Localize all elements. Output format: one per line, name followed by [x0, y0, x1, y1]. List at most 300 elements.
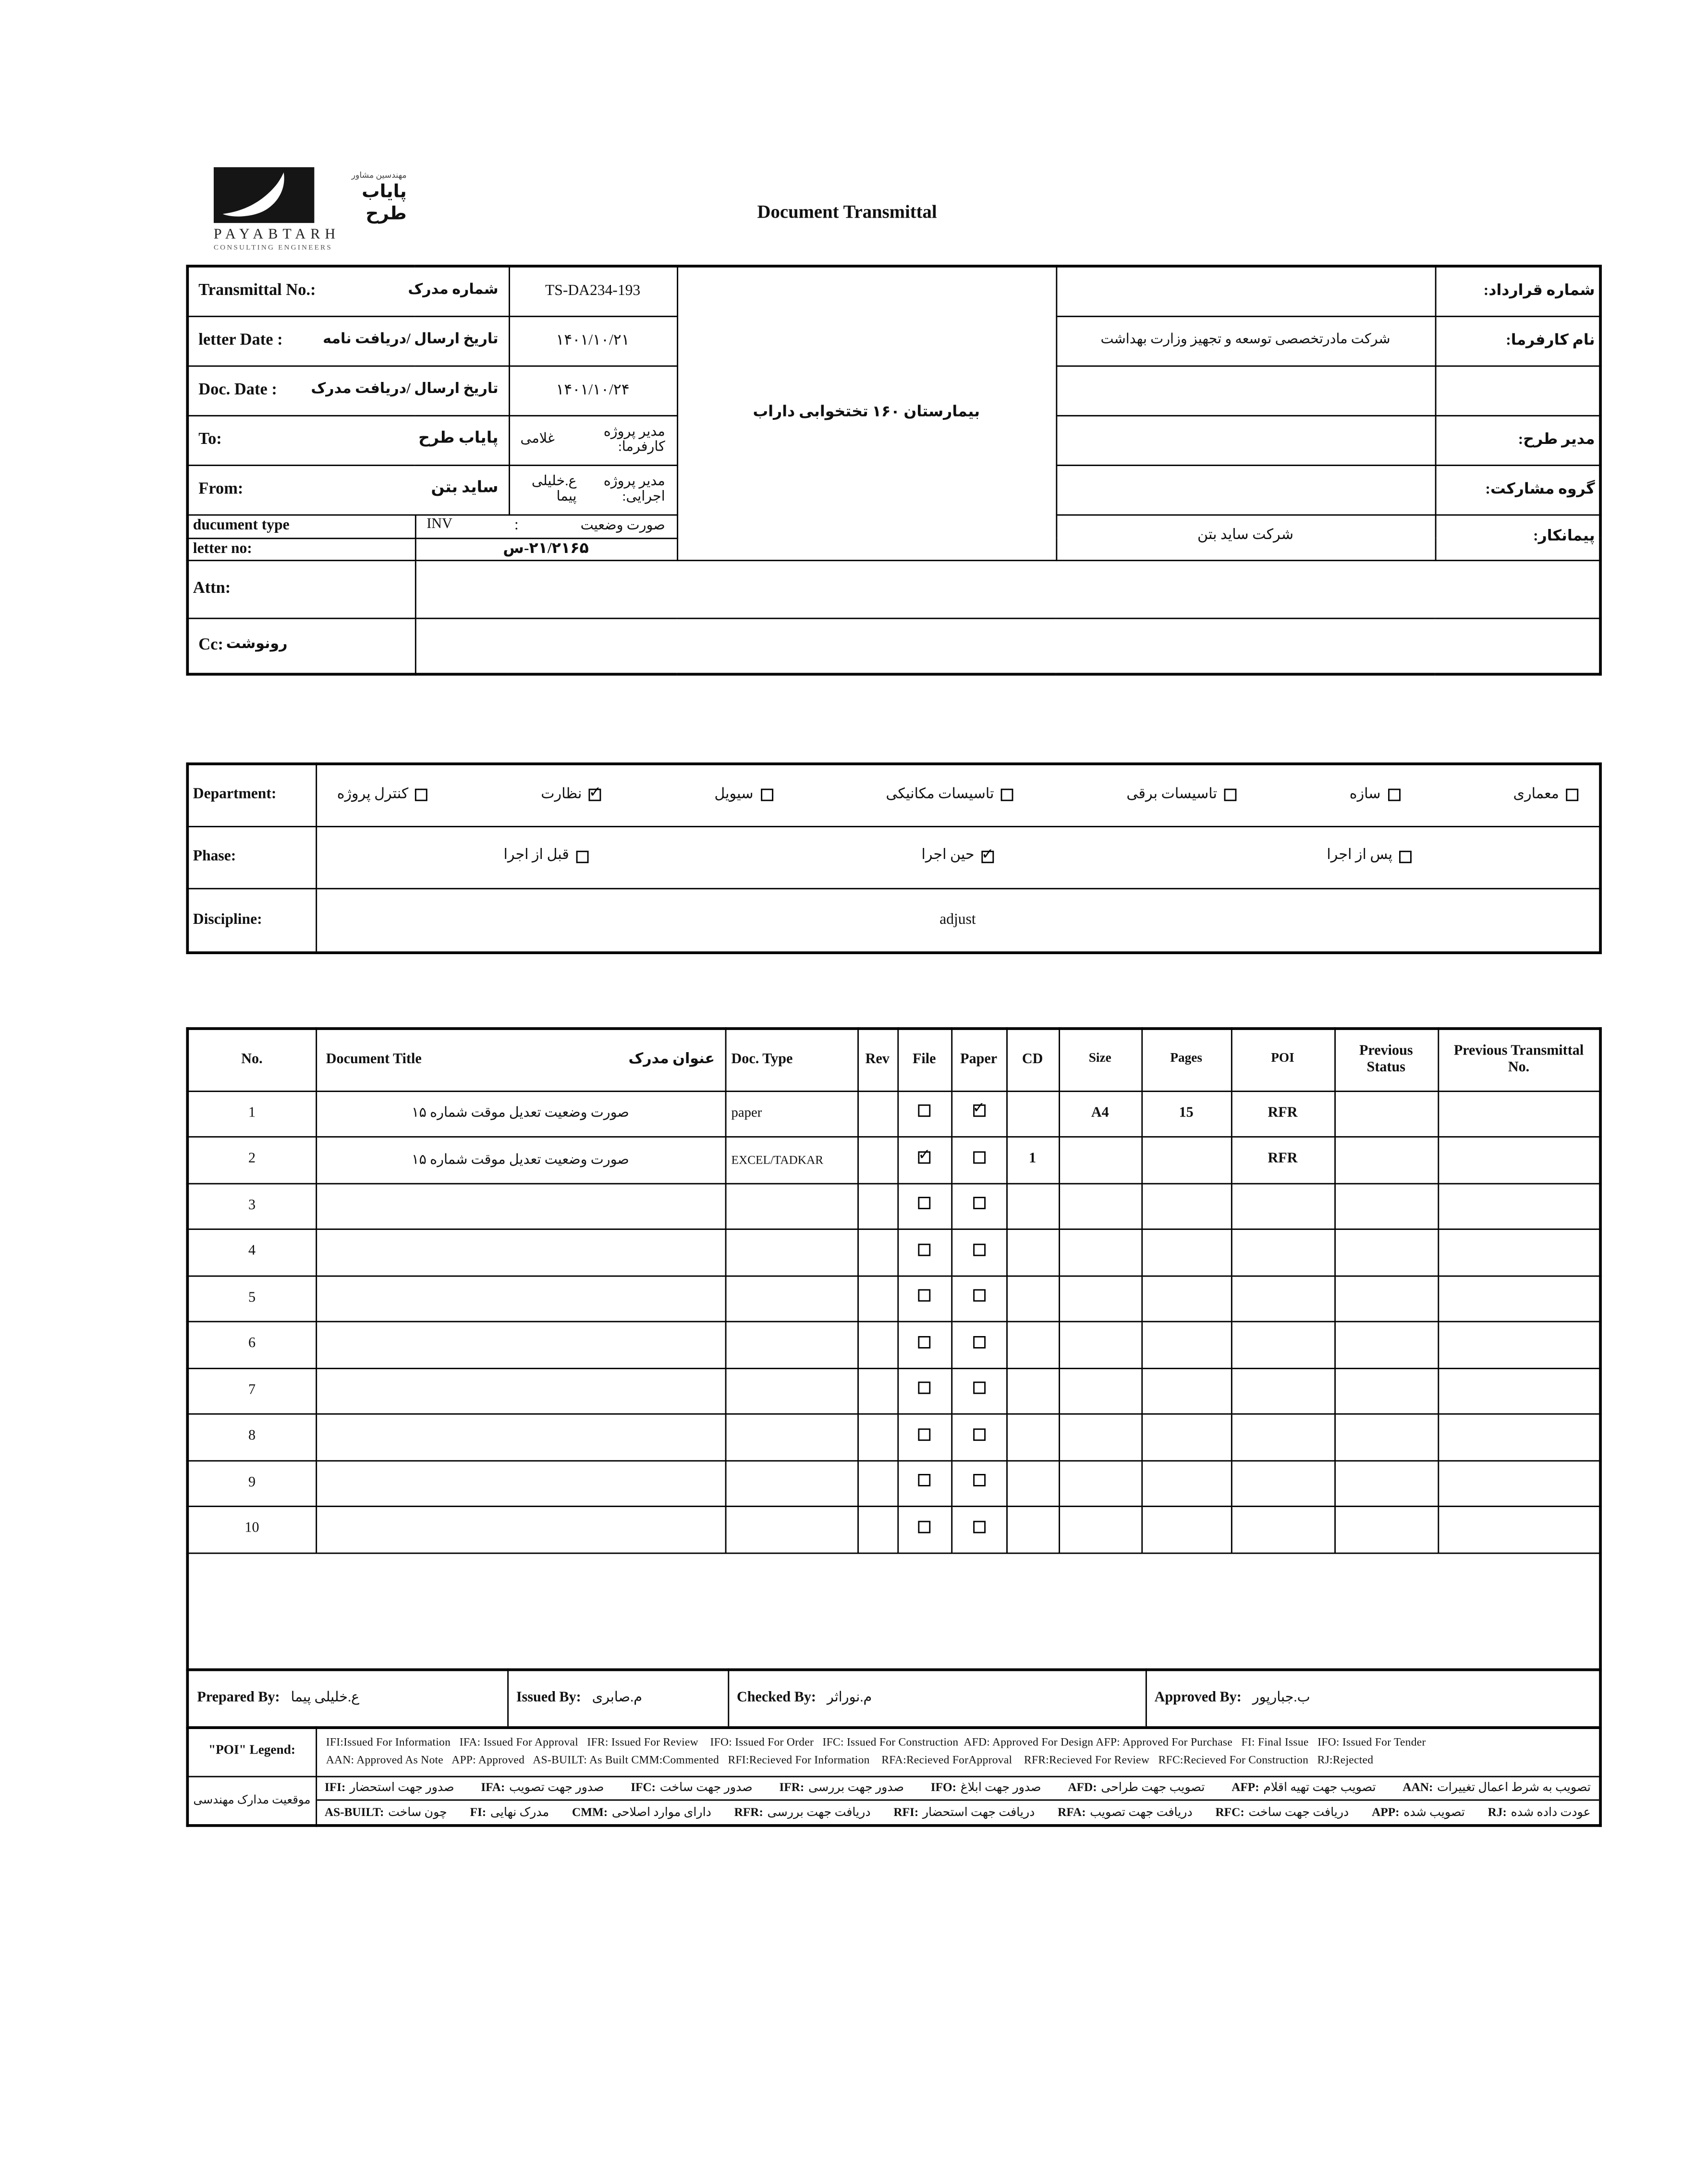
department-option — [1350, 787, 1400, 804]
doc-no: 2 — [187, 1137, 316, 1183]
legend-item — [931, 1780, 1041, 1794]
department-checkbox-civil[interactable] — [760, 789, 773, 801]
doc-prev-transmittal — [1438, 1137, 1600, 1183]
doc-type — [725, 1460, 858, 1506]
doc-date-label-en: Doc. Date : — [198, 379, 277, 399]
paper-checkbox[interactable] — [973, 1428, 985, 1441]
poi-legend-line-1: IFI:Issued For Information IFA: Issued For Approval IFR: Issued For Review IFO: Issued For Order IFC: Issued For Construction AFD: Approved For Design AFP: Approved For Purchase FI: Final Issue IFO: Issued For Tender — [326, 1736, 1426, 1749]
doc-paper-cell — [951, 1183, 1006, 1229]
approved-by-label: Approved By: — [1154, 1690, 1242, 1706]
doc-file-cell — [897, 1322, 951, 1368]
legend-text: چون ساخت — [388, 1804, 447, 1819]
doc-prev-transmittal — [1438, 1229, 1600, 1276]
logo-name-en: PAYABTARH — [213, 227, 341, 243]
doc-title — [316, 1460, 725, 1506]
discipline-label: Discipline: — [187, 888, 316, 953]
header-rev: Rev — [857, 1029, 897, 1091]
poi-legend-line-2: AAN: Approved As Note APP: Approved AS-BUILT: As Built CMM:Commented RFI:Recieved For Information RFA:Recieved ForApproval RFR:Recieved For Review RFC:Recieved For Construction RJ:Rejected — [326, 1753, 1374, 1766]
document-row-10 — [187, 1506, 1600, 1552]
doc-poi — [1231, 1229, 1334, 1276]
doc-no: 4 — [187, 1229, 316, 1276]
doc-paper-cell — [951, 1414, 1006, 1460]
doc-title: صورت وضعیت تعدیل موقت شماره ۱۵ — [316, 1091, 725, 1137]
approved-by-cell — [1146, 1670, 1600, 1728]
doc-pages — [1141, 1506, 1231, 1552]
doc-cd — [1006, 1506, 1059, 1552]
doc-rev — [857, 1414, 897, 1460]
doc-cd: 1 — [1006, 1137, 1059, 1183]
doc-type-value-cell — [415, 515, 677, 538]
doc-prev-status — [1334, 1368, 1438, 1414]
doc-pages — [1141, 1322, 1231, 1368]
department-label: Department: — [187, 764, 316, 826]
header-cd: CD — [1006, 1029, 1059, 1091]
paper-checkbox[interactable] — [973, 1104, 985, 1117]
partnership-value-cell — [1056, 465, 1435, 514]
issued-by-name: م.صابری — [592, 1690, 642, 1706]
doc-prev-status — [1334, 1091, 1438, 1137]
header-title-cell — [316, 1029, 725, 1091]
phase-label: Phase: — [187, 826, 316, 888]
doc-cd — [1006, 1276, 1059, 1322]
department-checkbox-mechanical[interactable] — [1001, 789, 1013, 801]
doc-rev — [857, 1137, 897, 1183]
document-row-4 — [187, 1229, 1600, 1276]
approved-by-name: ب.جبارپور — [1252, 1690, 1310, 1706]
document-row-3 — [187, 1183, 1600, 1229]
cc-value-cell — [415, 618, 1600, 675]
attn-label-cell — [187, 560, 415, 618]
doc-no: 9 — [187, 1460, 316, 1506]
cc-label-en: Cc: — [198, 635, 223, 654]
phase-checkbox-after-execution[interactable] — [1400, 851, 1412, 863]
doc-file-cell — [897, 1414, 951, 1460]
empty-cell — [1435, 366, 1600, 415]
legend-text: صدور جهت ابلاغ — [960, 1780, 1041, 1795]
documents-header-row — [187, 1029, 1600, 1091]
doc-type-value: INV — [427, 517, 452, 533]
doc-size — [1059, 1137, 1141, 1183]
legend-text: دریافت جهت ساخت — [1248, 1804, 1349, 1819]
legend-item — [1068, 1780, 1205, 1794]
prepared-by-name: ع.خلیلی پیما — [291, 1690, 360, 1706]
doc-date-value: ۱۴۰۱/۱۰/۲۴ — [509, 366, 677, 415]
department-option — [541, 787, 601, 804]
legend-item — [1215, 1805, 1349, 1819]
doc-rev — [857, 1229, 897, 1276]
phase-checkbox-before-execution[interactable] — [576, 851, 588, 863]
legend-item — [1488, 1805, 1591, 1819]
to-cell — [187, 415, 509, 465]
doc-cd — [1006, 1460, 1059, 1506]
doc-no: 8 — [187, 1414, 316, 1460]
doc-title — [316, 1229, 725, 1276]
doc-prev-transmittal — [1438, 1368, 1600, 1414]
doc-poi — [1231, 1414, 1334, 1460]
doc-type — [725, 1183, 858, 1229]
classification-table — [186, 762, 1601, 954]
doc-rev — [857, 1276, 897, 1322]
doc-prev-transmittal — [1438, 1183, 1600, 1229]
doc-type: paper — [725, 1091, 858, 1137]
legend-item — [893, 1805, 1035, 1819]
legend-code: RJ: — [1488, 1804, 1507, 1819]
doc-rev — [857, 1506, 897, 1552]
department-option-label: سیویل — [714, 786, 754, 802]
legend-item — [631, 1780, 753, 1794]
logo-name-fa: پایاب طرح — [362, 180, 407, 223]
doc-type — [725, 1229, 858, 1276]
doc-size — [1059, 1229, 1141, 1276]
doc-cd — [1006, 1091, 1059, 1137]
legend-text: صدور جهت بررسی — [808, 1780, 904, 1795]
doc-size — [1059, 1506, 1141, 1552]
doc-prev-status — [1334, 1506, 1438, 1552]
fa-legend-line-2 — [317, 1800, 1599, 1824]
document-row-7 — [187, 1368, 1600, 1414]
doc-poi — [1231, 1276, 1334, 1322]
from-label: From: — [198, 479, 244, 498]
department-option-label: کنترل پروژه — [337, 786, 409, 802]
legend-text: صدور جهت تصویب — [509, 1780, 604, 1795]
header-prev-transmittal: Previous Transmittal No. — [1438, 1029, 1600, 1091]
doc-poi — [1231, 1368, 1334, 1414]
doc-file-cell — [897, 1460, 951, 1506]
doc-file-cell — [897, 1276, 951, 1322]
doc-no: 3 — [187, 1183, 316, 1229]
discipline-value: adjust — [316, 888, 1600, 953]
doc-size — [1059, 1322, 1141, 1368]
letter-no-label-cell — [187, 538, 415, 560]
doc-pages — [1141, 1414, 1231, 1460]
doc-prev-status — [1334, 1460, 1438, 1506]
phase-option — [503, 848, 588, 865]
doc-rev — [857, 1091, 897, 1137]
paper-checkbox[interactable] — [973, 1197, 985, 1210]
header-prev-status: Previous Status — [1334, 1029, 1438, 1091]
file-checkbox[interactable] — [918, 1336, 930, 1348]
document-row-5 — [187, 1276, 1600, 1322]
doc-paper-cell — [951, 1460, 1006, 1506]
legend-code: AAN: — [1402, 1780, 1433, 1795]
doc-prev-transmittal — [1438, 1414, 1600, 1460]
doc-paper-cell — [951, 1137, 1006, 1183]
legend-text: دریافت جهت بررسی — [767, 1804, 871, 1819]
legend-text: تصویب به شرط اعمال تغییرات — [1437, 1780, 1591, 1795]
legend-code: IFR: — [779, 1780, 805, 1795]
client-label: نام کارفرما: — [1435, 316, 1600, 365]
department-checkbox-project-control[interactable] — [415, 789, 428, 801]
legend-table — [186, 1726, 1601, 1826]
paper-checkbox[interactable] — [973, 1521, 985, 1533]
department-option-label: نظارت — [541, 786, 582, 802]
client-pm-label: مدیر پروژه کارفرما: — [603, 424, 665, 455]
issued-by-label: Issued By: — [516, 1690, 581, 1706]
doc-pages — [1141, 1276, 1231, 1322]
doc-prev-transmittal — [1438, 1322, 1600, 1368]
to-value: پایاب طرح — [418, 430, 499, 447]
signatures-table — [186, 1669, 1601, 1729]
header-title-en: Document Title — [326, 1052, 422, 1067]
legend-code: APP: — [1372, 1804, 1400, 1819]
department-options-cell — [316, 764, 1600, 826]
doc-cd — [1006, 1414, 1059, 1460]
doc-file-cell — [897, 1368, 951, 1414]
doc-prev-transmittal — [1438, 1276, 1600, 1322]
phase-option — [921, 848, 993, 865]
header-paper: Paper — [951, 1029, 1006, 1091]
doc-cd — [1006, 1368, 1059, 1414]
doc-rev — [857, 1368, 897, 1414]
doc-title — [316, 1276, 725, 1322]
client-value: شرکت مادرتخصصی توسعه و تجهیز وزارت بهداشت — [1056, 316, 1435, 365]
phase-option-label: حین اجرا — [921, 848, 975, 864]
legend-item — [481, 1780, 604, 1794]
doc-prev-status — [1334, 1183, 1438, 1229]
doc-poi: RFR — [1231, 1137, 1334, 1183]
empty-cell — [187, 1553, 1600, 1670]
letter-date-label-en: letter Date : — [198, 330, 283, 349]
paper-checkbox[interactable] — [973, 1336, 985, 1348]
doc-title — [316, 1368, 725, 1414]
legend-code: FI: — [470, 1804, 487, 1819]
department-option — [1513, 787, 1578, 804]
doc-type — [725, 1506, 858, 1552]
doc-title: صورت وضعیت تعدیل موقت شماره ۱۵ — [316, 1137, 725, 1183]
letter-no-value: ۲۱/۲۱۶۵-س — [415, 538, 677, 560]
doc-paper-cell — [951, 1229, 1006, 1276]
project-name: بیمارستان ۱۶۰ تختخوابی داراب — [677, 266, 1056, 560]
file-checkbox[interactable] — [918, 1474, 930, 1487]
department-option — [714, 787, 772, 804]
doc-type — [725, 1368, 858, 1414]
doc-pages — [1141, 1460, 1231, 1506]
legend-code: RFC: — [1215, 1804, 1244, 1819]
cc-label-fa: رونوشت — [226, 637, 288, 653]
poi-legend-content — [316, 1728, 1600, 1776]
legend-text: دریافت جهت استحضار — [922, 1804, 1035, 1819]
legend-code: AS-BUILT: — [324, 1804, 384, 1819]
file-checkbox[interactable] — [918, 1151, 930, 1164]
department-checkbox-structure[interactable] — [1388, 789, 1400, 801]
doc-cd — [1006, 1322, 1059, 1368]
doc-rev — [857, 1183, 897, 1229]
transmittal-info-table — [186, 265, 1601, 675]
documents-blank-area — [187, 1553, 1600, 1670]
doc-size — [1059, 1183, 1141, 1229]
paper-checkbox[interactable] — [973, 1243, 985, 1256]
doc-prev-transmittal — [1438, 1091, 1600, 1137]
legend-text: تصویب شده — [1403, 1804, 1465, 1819]
doc-paper-cell — [951, 1276, 1006, 1322]
exec-pm-cell — [509, 465, 677, 514]
design-manager-label: مدیر طرح: — [1435, 415, 1600, 465]
doc-title — [316, 1183, 725, 1229]
header-file: File — [897, 1029, 951, 1091]
legend-code: IFI: — [324, 1780, 346, 1795]
client-pm-cell — [509, 415, 677, 465]
legend-item — [1372, 1805, 1465, 1819]
doc-pages — [1141, 1183, 1231, 1229]
doc-title — [316, 1506, 725, 1552]
doc-poi — [1231, 1460, 1334, 1506]
logo-consultant-text: مهندسین مشاور — [351, 172, 407, 181]
phase-option-label: قبل از اجرا — [503, 848, 569, 864]
doc-cd — [1006, 1183, 1059, 1229]
file-checkbox[interactable] — [918, 1104, 930, 1117]
doc-rev — [857, 1460, 897, 1506]
doc-poi — [1231, 1506, 1334, 1552]
legend-text: دریافت جهت تصویب — [1090, 1804, 1193, 1819]
legend-item — [572, 1805, 711, 1819]
contractor-value: شرکت ساید بتن — [1056, 515, 1435, 560]
legend-text: صدور جهت ساخت — [659, 1780, 753, 1795]
doc-cd — [1006, 1229, 1059, 1276]
paper-checkbox[interactable] — [973, 1382, 985, 1394]
doc-rev — [857, 1322, 897, 1368]
legend-text: مدرک نهایی — [490, 1804, 549, 1819]
legend-text: عودت داده شده — [1511, 1804, 1591, 1819]
transmittal-no-label-en: Transmittal No.: — [198, 280, 316, 300]
doc-type-label-cell — [187, 515, 415, 538]
file-checkbox[interactable] — [918, 1197, 930, 1210]
transmittal-no-value: TS-DA234-193 — [509, 266, 677, 316]
doc-date-label-fa: تاریخ ارسال /دریافت مدرک — [311, 381, 499, 397]
doc-type — [725, 1322, 858, 1368]
doc-poi — [1231, 1183, 1334, 1229]
doc-size — [1059, 1414, 1141, 1460]
checked-by-name: م.نوراثر — [827, 1690, 872, 1706]
document-row-9 — [187, 1460, 1600, 1506]
page-title: Document Transmittal — [757, 201, 937, 222]
file-checkbox[interactable] — [918, 1428, 930, 1441]
doc-prev-status — [1334, 1137, 1438, 1183]
legend-code: RFA: — [1058, 1804, 1086, 1819]
doc-type: EXCEL/TADKAR — [725, 1137, 858, 1183]
doc-file-cell — [897, 1091, 951, 1137]
paper-checkbox[interactable] — [973, 1151, 985, 1164]
fa-legend-content — [316, 1776, 1600, 1825]
file-checkbox[interactable] — [918, 1289, 930, 1302]
prepared-by-label: Prepared By: — [197, 1690, 280, 1706]
document-row-2 — [187, 1137, 1600, 1183]
doc-file-cell — [897, 1506, 951, 1552]
transmittal-no-label-cell — [187, 266, 509, 316]
attn-value-cell — [415, 560, 1600, 618]
doc-size — [1059, 1276, 1141, 1322]
doc-title — [316, 1322, 725, 1368]
doc-file-cell — [897, 1183, 951, 1229]
poi-legend-label: "POI" Legend: — [187, 1728, 316, 1776]
attn-label: Attn: — [193, 577, 231, 597]
legend-text: تصویب جهت تهیه اقلام — [1263, 1780, 1376, 1795]
doc-pages — [1141, 1368, 1231, 1414]
contractor-label: پیمانکار: — [1435, 515, 1600, 560]
department-option-label: تاسیسات مکانیکی — [886, 786, 994, 802]
doc-type — [725, 1276, 858, 1322]
letter-no-label: letter no: — [193, 540, 252, 557]
partnership-label: گروه مشارکت: — [1435, 465, 1600, 514]
department-option — [886, 787, 1013, 804]
logo-tagline: CONSULTING ENGINEERS — [213, 244, 332, 253]
letter-date-label-cell — [187, 316, 509, 365]
from-value: ساید بتن — [431, 480, 499, 497]
issued-by-cell — [507, 1670, 728, 1728]
legend-item — [325, 1805, 447, 1819]
doc-type-fa: صورت وضعیت — [580, 518, 665, 533]
doc-prev-status — [1334, 1229, 1438, 1276]
exec-pm-value: ع.خلیلی پیما — [531, 473, 577, 505]
header-poi: POI — [1231, 1029, 1334, 1091]
document-row-6 — [187, 1322, 1600, 1368]
doc-prev-transmittal — [1438, 1506, 1600, 1552]
header-pages: Pages — [1141, 1029, 1231, 1091]
department-checkbox-architecture[interactable] — [1566, 789, 1578, 801]
doc-file-cell — [897, 1137, 951, 1183]
document-row-1 — [187, 1091, 1600, 1137]
department-option — [337, 787, 428, 804]
letter-date-label-fa: تاریخ ارسال /دریافت نامه — [323, 332, 499, 348]
header-size: Size — [1059, 1029, 1141, 1091]
header-doc-type: Doc. Type — [725, 1029, 858, 1091]
client-pm-value: غلامی — [520, 432, 555, 447]
transmittal-no-label-fa: شماره مدرک — [408, 282, 499, 298]
prepared-by-cell — [187, 1670, 507, 1728]
header-no: No. — [187, 1029, 316, 1091]
department-checkbox-electrical[interactable] — [1224, 789, 1236, 801]
doc-no: 6 — [187, 1322, 316, 1368]
doc-file-cell — [897, 1229, 951, 1276]
legend-item — [779, 1780, 904, 1794]
doc-size — [1059, 1368, 1141, 1414]
phase-checkbox-during-execution[interactable] — [981, 851, 994, 863]
legend-item — [1402, 1780, 1591, 1794]
legend-item — [1232, 1780, 1376, 1794]
doc-paper-cell — [951, 1506, 1006, 1552]
contract-no-label: شماره قرارداد: — [1435, 266, 1600, 316]
doc-paper-cell — [951, 1368, 1006, 1414]
doc-no: 1 — [187, 1091, 316, 1137]
checked-by-label: Checked By: — [737, 1690, 816, 1706]
doc-prev-status — [1334, 1414, 1438, 1460]
doc-poi — [1231, 1322, 1334, 1368]
department-checkbox-supervision[interactable] — [589, 789, 601, 801]
phase-option-label: پس از اجرا — [1327, 848, 1393, 864]
legend-text: دارای موارد اصلاحی — [611, 1804, 711, 1819]
documents-table — [186, 1027, 1601, 1671]
doc-poi: RFR — [1231, 1091, 1334, 1137]
doc-no: 5 — [187, 1276, 316, 1322]
paper-checkbox[interactable] — [973, 1474, 985, 1487]
doc-pages — [1141, 1229, 1231, 1276]
header-title-fa: عنوان مدرک — [628, 1052, 715, 1067]
phase-options-cell — [316, 826, 1600, 888]
doc-type-colon: : — [514, 517, 519, 534]
department-option-label: سازه — [1349, 786, 1381, 802]
doc-prev-transmittal — [1438, 1460, 1600, 1506]
paper-checkbox[interactable] — [973, 1289, 985, 1302]
to-label: To: — [198, 429, 222, 449]
legend-code: AFP: — [1232, 1780, 1259, 1795]
legend-code: AFD: — [1068, 1780, 1097, 1795]
doc-pages — [1141, 1137, 1231, 1183]
file-checkbox[interactable] — [918, 1521, 930, 1533]
file-checkbox[interactable] — [918, 1243, 930, 1256]
legend-text: صدور جهت استحضار — [349, 1780, 454, 1795]
exec-pm-label: مدیر پروژه اجرایی: — [603, 473, 665, 505]
file-checkbox[interactable] — [918, 1382, 930, 1394]
legend-code: CMM: — [572, 1804, 608, 1819]
